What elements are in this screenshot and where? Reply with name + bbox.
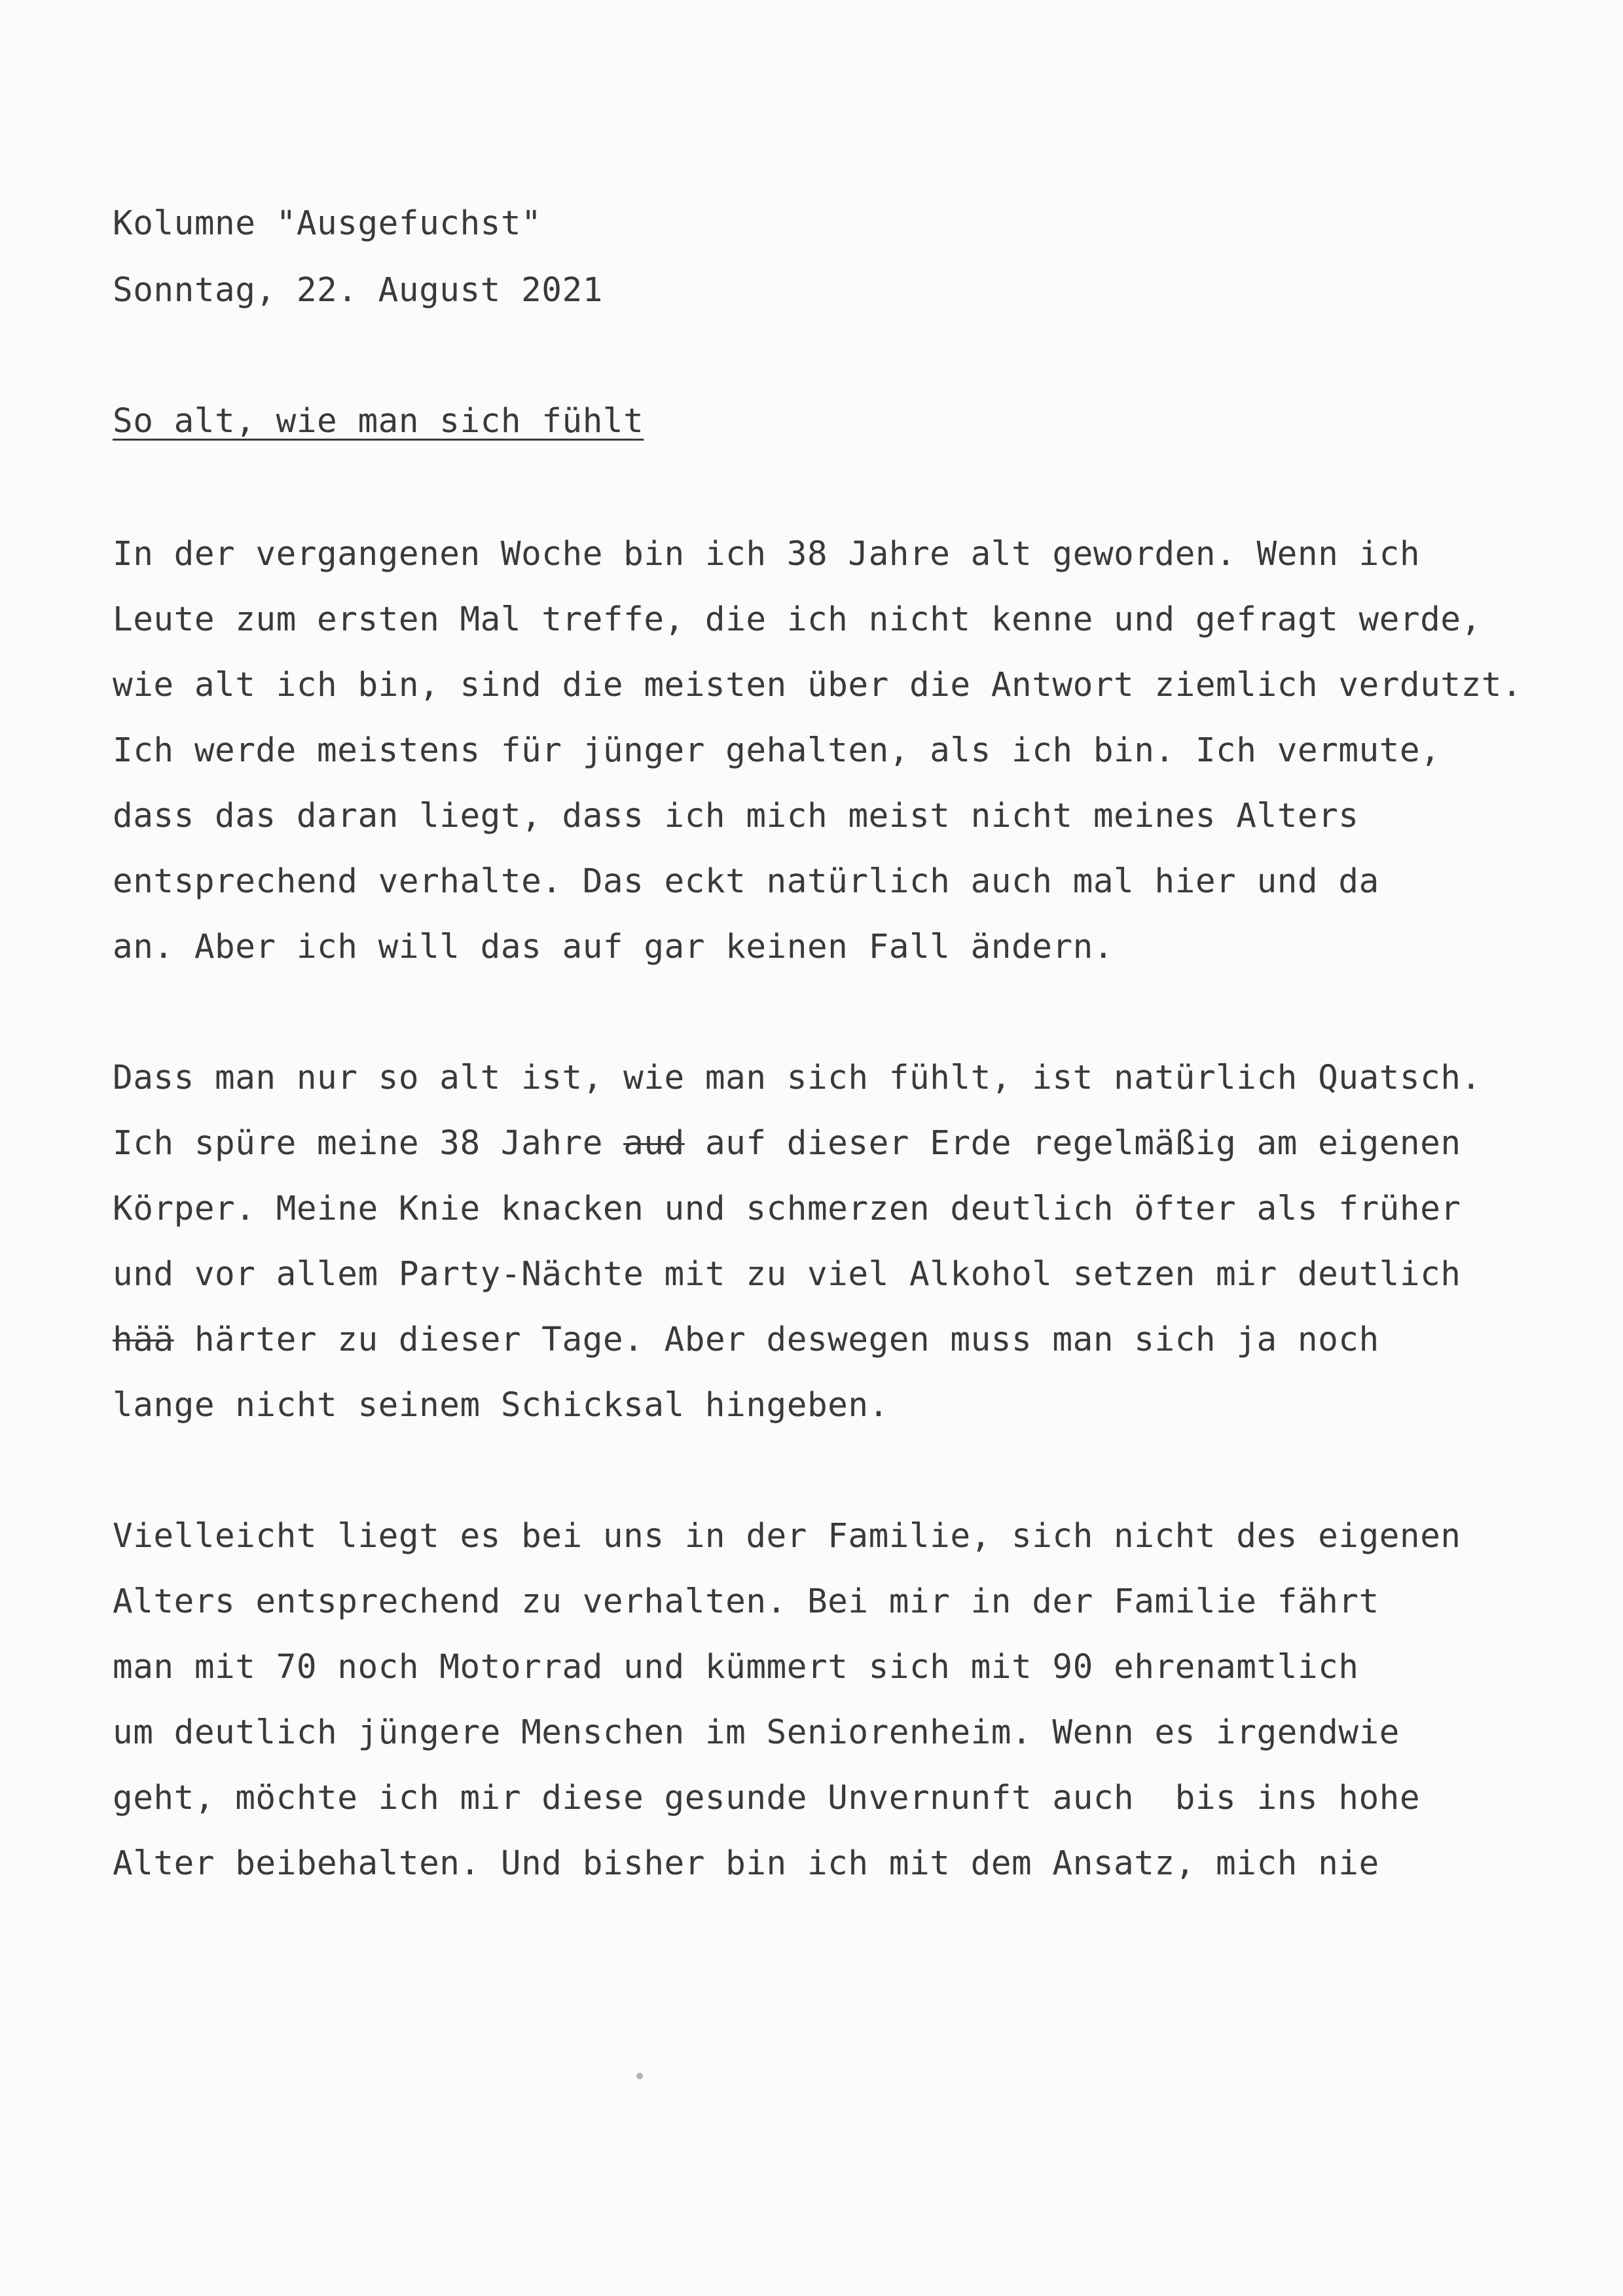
text-line: Leute zum ersten Mal treffe, die ich nicht kenne und gefragt werde, xyxy=(113,600,1482,639)
text-line: an. Aber ich will das auf gar keinen Fall ändern. xyxy=(113,928,1114,966)
text-line: entsprechend verhalte. Das eckt natürlich auch mal hier und da xyxy=(113,862,1379,901)
text-line: Körper. Meine Knie knacken und schmerzen deutlich öfter als früher xyxy=(113,1190,1461,1228)
article-date: Sonntag, 22. August 2021 xyxy=(113,271,603,310)
text-line: dass das daran liegt, dass ich mich meist nicht meines Alters xyxy=(113,797,1359,835)
text-line: Alters entsprechend zu verhalten. Bei mir in der Familie fährt xyxy=(113,1582,1379,1621)
text-line-with-correction xyxy=(113,1321,1379,1360)
text-line: Vielleicht liegt es bei uns in der Familie, sich nicht des eigenen xyxy=(113,1517,1461,1556)
text-line: lange nicht seinem Schicksal hingeben. xyxy=(113,1386,889,1425)
struck-out-text: aud xyxy=(623,1124,685,1163)
text-line: und vor allem Party-Nächte mit zu viel Alkohol setzen mir deutlich xyxy=(113,1255,1461,1294)
text-segment: Ich spüre meine 38 Jahre xyxy=(113,1124,624,1163)
text-line: man mit 70 noch Motorrad und kümmert sich mit 90 ehrenamtlich xyxy=(113,1648,1359,1686)
text-line: wie alt ich bin, sind die meisten über die Antwort ziemlich verdutzt. xyxy=(113,666,1523,704)
column-name: Kolumne "Ausgefuchst" xyxy=(113,204,542,243)
struck-out-text: hää xyxy=(113,1321,174,1359)
text-line: In der vergangenen Woche bin ich 38 Jahre alt geworden. Wenn ich xyxy=(113,535,1421,574)
text-segment: härter zu dieser Tage. Aber deswegen muss man sich ja noch xyxy=(173,1321,1379,1359)
text-line: um deutlich jüngere Menschen im Seniorenheim. Wenn es irgendwie xyxy=(113,1713,1400,1752)
text-line: Dass man nur so alt ist, wie man sich fühlt, ist natürlich Quatsch. xyxy=(113,1059,1482,1097)
text-line: Alter beibehalten. Und bisher bin ich mit dem Ansatz, mich nie xyxy=(113,1844,1379,1883)
article-title: So alt, wie man sich fühlt xyxy=(113,402,644,441)
text-segment: auf dieser Erde regelmäßig am eigenen xyxy=(684,1124,1461,1163)
paper-speck xyxy=(636,2073,643,2079)
text-line-with-correction xyxy=(113,1124,1461,1163)
text-line: geht, möchte ich mir diese gesunde Unvernunft auch bis ins hohe xyxy=(113,1779,1421,1817)
text-line: Ich werde meistens für jünger gehalten, als ich bin. Ich vermute, xyxy=(113,731,1441,770)
